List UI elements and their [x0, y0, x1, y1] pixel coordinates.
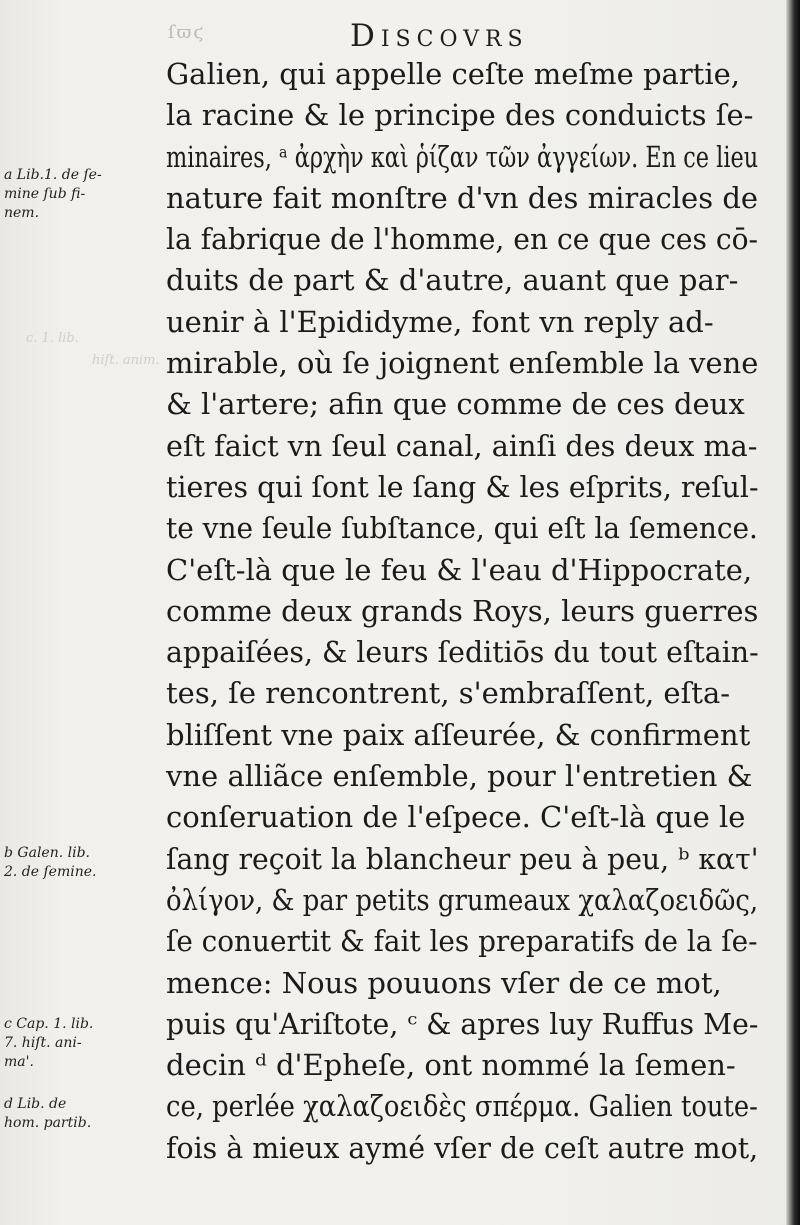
text-line: la fabrique de l'homme, en ce que ces cō- [166, 222, 759, 257]
margin-note-d [4, 1095, 91, 1133]
text-line: vne alliãce enſemble, pour l'entretien & [166, 759, 753, 794]
margin-note-line: c Cap. 1. lib. [4, 1016, 94, 1032]
margin-note-line: 7. hiſt. ani- [4, 1035, 82, 1051]
text-line: te vne ſeule ſubſtance, qui eſt la ſemence. [166, 511, 758, 546]
text-line: & l'artere; afin que comme de ces deux [166, 387, 745, 422]
page-edge-shadow [786, 0, 800, 1225]
margin-note-line: 2. de ſemine. [4, 864, 97, 880]
margin-note-line: hom. partib. [4, 1115, 92, 1131]
body-text [166, 54, 766, 1169]
text-line: ce, perlée χαλαζοειδὲς σπέρμα. Galien toute- [166, 1089, 758, 1124]
text-line: decin ᵈ d'Epheſe, ont nommé la ſemen- [166, 1048, 736, 1083]
text-line: duits de part & d'autre, auant que par- [166, 263, 739, 298]
ghost-note: hiſt. anim. [92, 353, 160, 368]
running-header [0, 14, 800, 54]
margin-note-line: mine ſub fi- [4, 186, 86, 202]
text-line: comme deux grands Roys, leurs guerres [166, 593, 759, 628]
text-line: tieres qui ſont le ſang & les eſprits, reſul- [166, 469, 759, 504]
text-line: bliſſent vne paix aſſeurée, & confirment [166, 717, 751, 752]
page-title: Discovrs [350, 18, 529, 54]
text-line: ὀλίγον, & par petits grumeaux χαλαζοειδῶς, [166, 882, 759, 917]
text-line: fois à mieux aymé vſer de ceſt autre mot, [166, 1130, 759, 1165]
margin-note-line: d Lib. de [4, 1096, 67, 1112]
margin-note-c [4, 1015, 93, 1072]
text-line: ſang reçoit la blancheur peu à peu, ᵇ κατ' [166, 841, 759, 876]
margin-note-b [4, 844, 96, 882]
text-line: puis qu'Ariſtote, ᶜ & apres luy Ruffus Me- [166, 1006, 759, 1041]
margin-note-line: a Lib.1. de ſe- [4, 167, 102, 183]
margin-note-line: ma'. [4, 1054, 34, 1070]
text-line: conſeruation de l'eſpece. C'eſt-là que le [166, 800, 746, 835]
bleed-through-mark: ſϖϛ [168, 22, 206, 43]
text-line: la racine & le principe des conduicts ſe- [166, 98, 754, 133]
margin-note-a [4, 166, 102, 223]
ghost-note: c. 1. lib. [26, 331, 79, 346]
text-line: Galien, qui appelle ceſte meſme partie, [166, 57, 740, 91]
text-line: ſe conuertit & fait les preparatifs de la ſe- [166, 924, 758, 959]
text-line: C'eſt-là que le feu & l'eau d'Hippocrate, [166, 552, 753, 587]
text-line: mirable, où ſe joignent enſemble la vene [166, 346, 759, 381]
text-line: appaiſées, & leurs ſeditiōs du tout eſtain- [166, 635, 759, 670]
text-line: eſt faict vn ſeul canal, ainſi des deux ma- [166, 428, 758, 463]
text-line: nature fait monſtre d'vn des miracles de [166, 180, 759, 215]
text-line: minaires, ᵃ ἀρχὴν καὶ ῥίζαν τῶν ἀγγείων. En ce lieu [166, 139, 759, 174]
text-line: tes, ſe rencontrent, s'embraſſent, eſta- [166, 676, 731, 711]
margin-note-line: b Galen. lib. [4, 845, 90, 861]
text-line: mence: Nous pouuons vſer de ce mot, [166, 965, 722, 1000]
text-line: uenir à l'Epididyme, font vn reply ad- [166, 304, 714, 339]
margin-note-line: nem. [4, 205, 40, 221]
